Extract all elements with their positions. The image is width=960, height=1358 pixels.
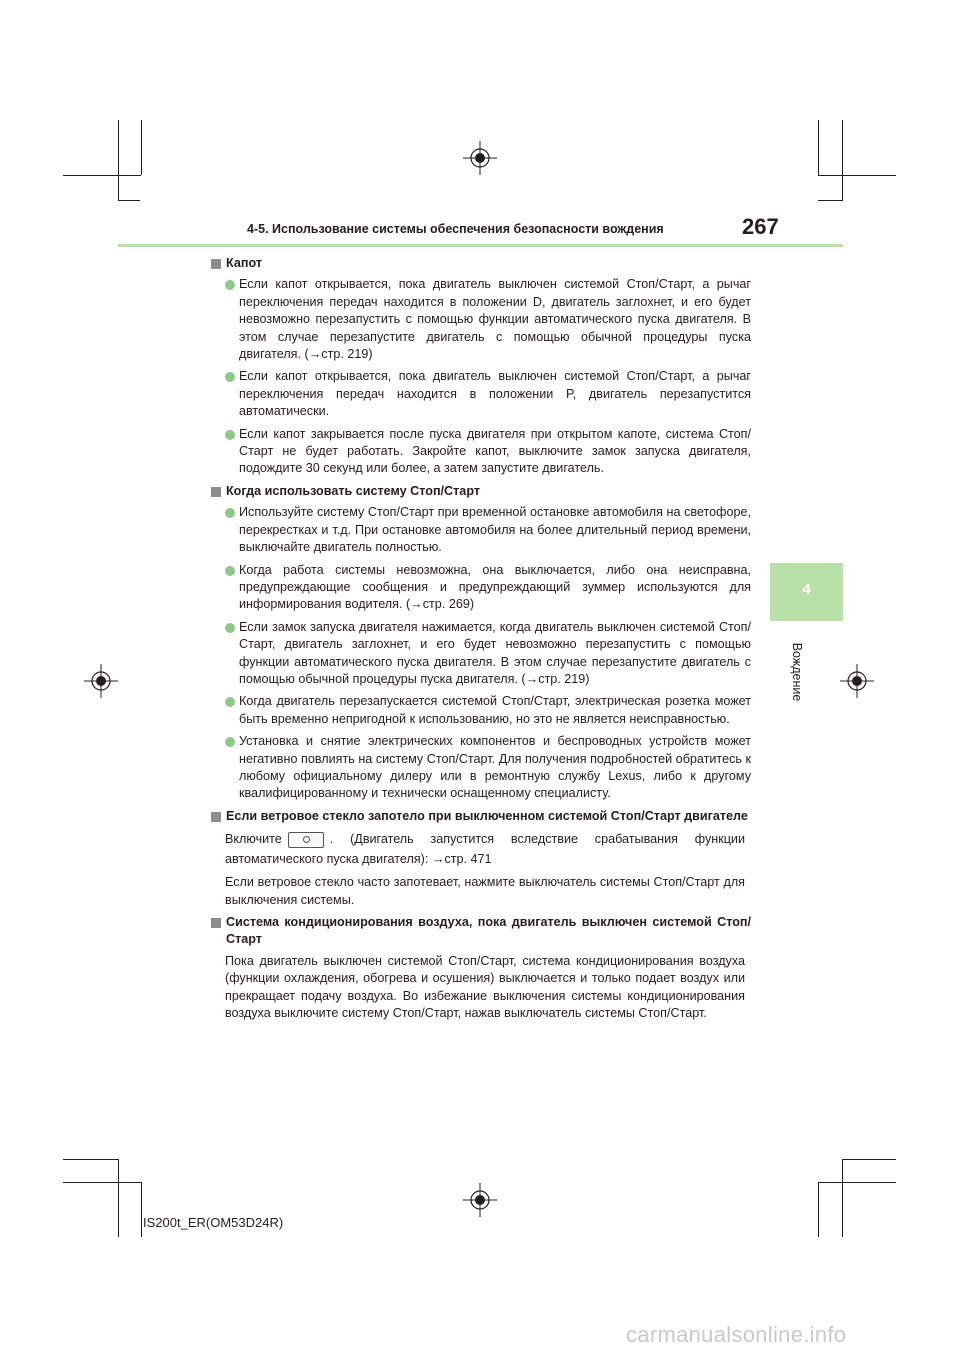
- list-item: Если капот открывается, пока двигатель выключен системой Стоп/Старт, а рычаг переключения передач находится в положении D, двигатель заглохнет, и его будет невозможно перезапустить с помощью функции автоматического пуска двигателя. В этом случае перезапустите двигатель с помощью обычной процедуры пуска двигателя. (→стр. 219): [211, 276, 751, 363]
- bullet-dot-icon: [225, 372, 235, 382]
- chapter-label-text: Вождение: [790, 642, 804, 702]
- page-number: 267: [742, 214, 779, 239]
- crop-mark: [118, 120, 119, 200]
- heading-square-icon: [211, 812, 221, 822]
- paragraph: Если ветровое стекло часто запотевает, нажмите выключатель системы Стоп/Старт для выключения системы.: [225, 875, 745, 907]
- list-item: Когда двигатель перезапускается системой Стоп/Старт, электрическая розетка может быть временно непригодной к использованию, но это не является неисправностью.: [211, 693, 751, 728]
- crop-mark: [818, 175, 896, 176]
- chapter-tab: [770, 563, 843, 621]
- bullet-dot-icon: [225, 566, 235, 576]
- manual-code: IS200t_ER(OM53D24R): [143, 1215, 284, 1230]
- bullet-dot-icon: [225, 623, 235, 633]
- paragraph: Пока двигатель выключен системой Стоп/Старт, система кондиционирования воздуха (функции охлаждения, обогрева и осушения) выключается и только подает воздух или прекращает подачу воздуха. Во избежание выключения системы кондиционирования воздуха выключите систему Стоп/Старт, нажав выключатель системы Стоп/Старт.: [225, 953, 745, 1021]
- registration-crosshair-icon: [84, 664, 118, 698]
- bullet-dot-icon: [225, 280, 235, 290]
- page-content: [211, 252, 751, 1027]
- crop-mark: [118, 1159, 119, 1237]
- header-rule: [118, 244, 843, 247]
- heading-square-icon: [211, 259, 221, 269]
- chapter-number: 4: [802, 581, 811, 598]
- crop-mark: [818, 1182, 819, 1237]
- crop-mark: [63, 1159, 118, 1160]
- section-heading: Когда использовать систему Стоп/Старт: [211, 483, 751, 500]
- windshield-defroster-icon: [288, 832, 324, 848]
- registration-crosshair-icon: [463, 1183, 497, 1217]
- bullet-dot-icon: [225, 430, 235, 440]
- heading-square-icon: [211, 487, 221, 497]
- crop-mark: [118, 200, 140, 201]
- paragraph: Включите . (Двигатель запустится вследствие срабатывания функции автоматического пуска двигателя): →стр. 471: [225, 832, 745, 867]
- crop-mark: [842, 120, 843, 200]
- registration-crosshair-icon: [463, 141, 497, 175]
- crop-mark: [818, 200, 843, 201]
- registration-crosshair-icon: [840, 664, 874, 698]
- crop-mark: [818, 1182, 896, 1183]
- crop-mark: [63, 175, 141, 176]
- crop-mark: [842, 1159, 843, 1237]
- crop-mark: [63, 1182, 141, 1183]
- section-heading: Система кондиционирования воздуха, пока двигатель выключен системой Стоп/Старт: [211, 914, 751, 949]
- section-title: 4-5. Использование системы обеспечения безопасности вождения: [247, 222, 664, 236]
- watermark: carmanualsonline.info: [626, 1322, 847, 1347]
- list-item: Если замок запуска двигателя нажимается, когда двигатель выключен системой Стоп/Старт, двигатель заглохнет, и его будет невозможно перезапустить с помощью функции автоматического пуска двигателя. В этом случае перезапустите двигатель с помощью обычной процедуры пуска двигателя. (→стр. 219): [211, 619, 751, 689]
- list-item: Установка и снятие электрических компонентов и беспроводных устройств может негативно повлиять на систему Стоп/Старт. Для получения подробностей обратитесь к любому официальному дилеру или в ремонтную службу Lexus, либо к другому квалифицированному и технически оснащенному специалисту.: [211, 733, 751, 803]
- section-heading: Если ветровое стекло запотело при выключенном системой Стоп/Старт двигателе: [211, 808, 751, 825]
- list-item: Если капот закрывается после пуска двигателя при открытом капоте, система Стоп/Старт не будет работать. Закройте капот, выключите замок запуска двигателя, подождите 30 секунд или более, а затем запустите двигатель.: [211, 426, 751, 478]
- bullet-dot-icon: [225, 697, 235, 707]
- crop-mark: [842, 1159, 896, 1160]
- crop-mark: [141, 120, 142, 175]
- chapter-label: [787, 632, 807, 712]
- heading-square-icon: [211, 918, 221, 928]
- bullet-dot-icon: [225, 508, 235, 518]
- list-item: Если капот открывается, пока двигатель выключен системой Стоп/Старт, а рычаг переключения передач находится в положении P, двигатель перезапустится автоматически.: [211, 368, 751, 420]
- section-heading: Капот: [211, 255, 751, 272]
- crop-mark: [818, 120, 819, 175]
- list-item: Когда работа системы невозможна, она выключается, либо она неисправна, предупреждающие сообщения и предупреждающий зуммер используются для информирования водителя. (→стр. 269): [211, 562, 751, 614]
- bullet-dot-icon: [225, 737, 235, 747]
- list-item: Используйте систему Стоп/Старт при временной остановке автомобиля на светофоре, перекрестках и т.д. При остановке автомобиля на более длительный период времени, выключайте двигатель полностью.: [211, 504, 751, 556]
- crop-mark: [141, 1182, 142, 1237]
